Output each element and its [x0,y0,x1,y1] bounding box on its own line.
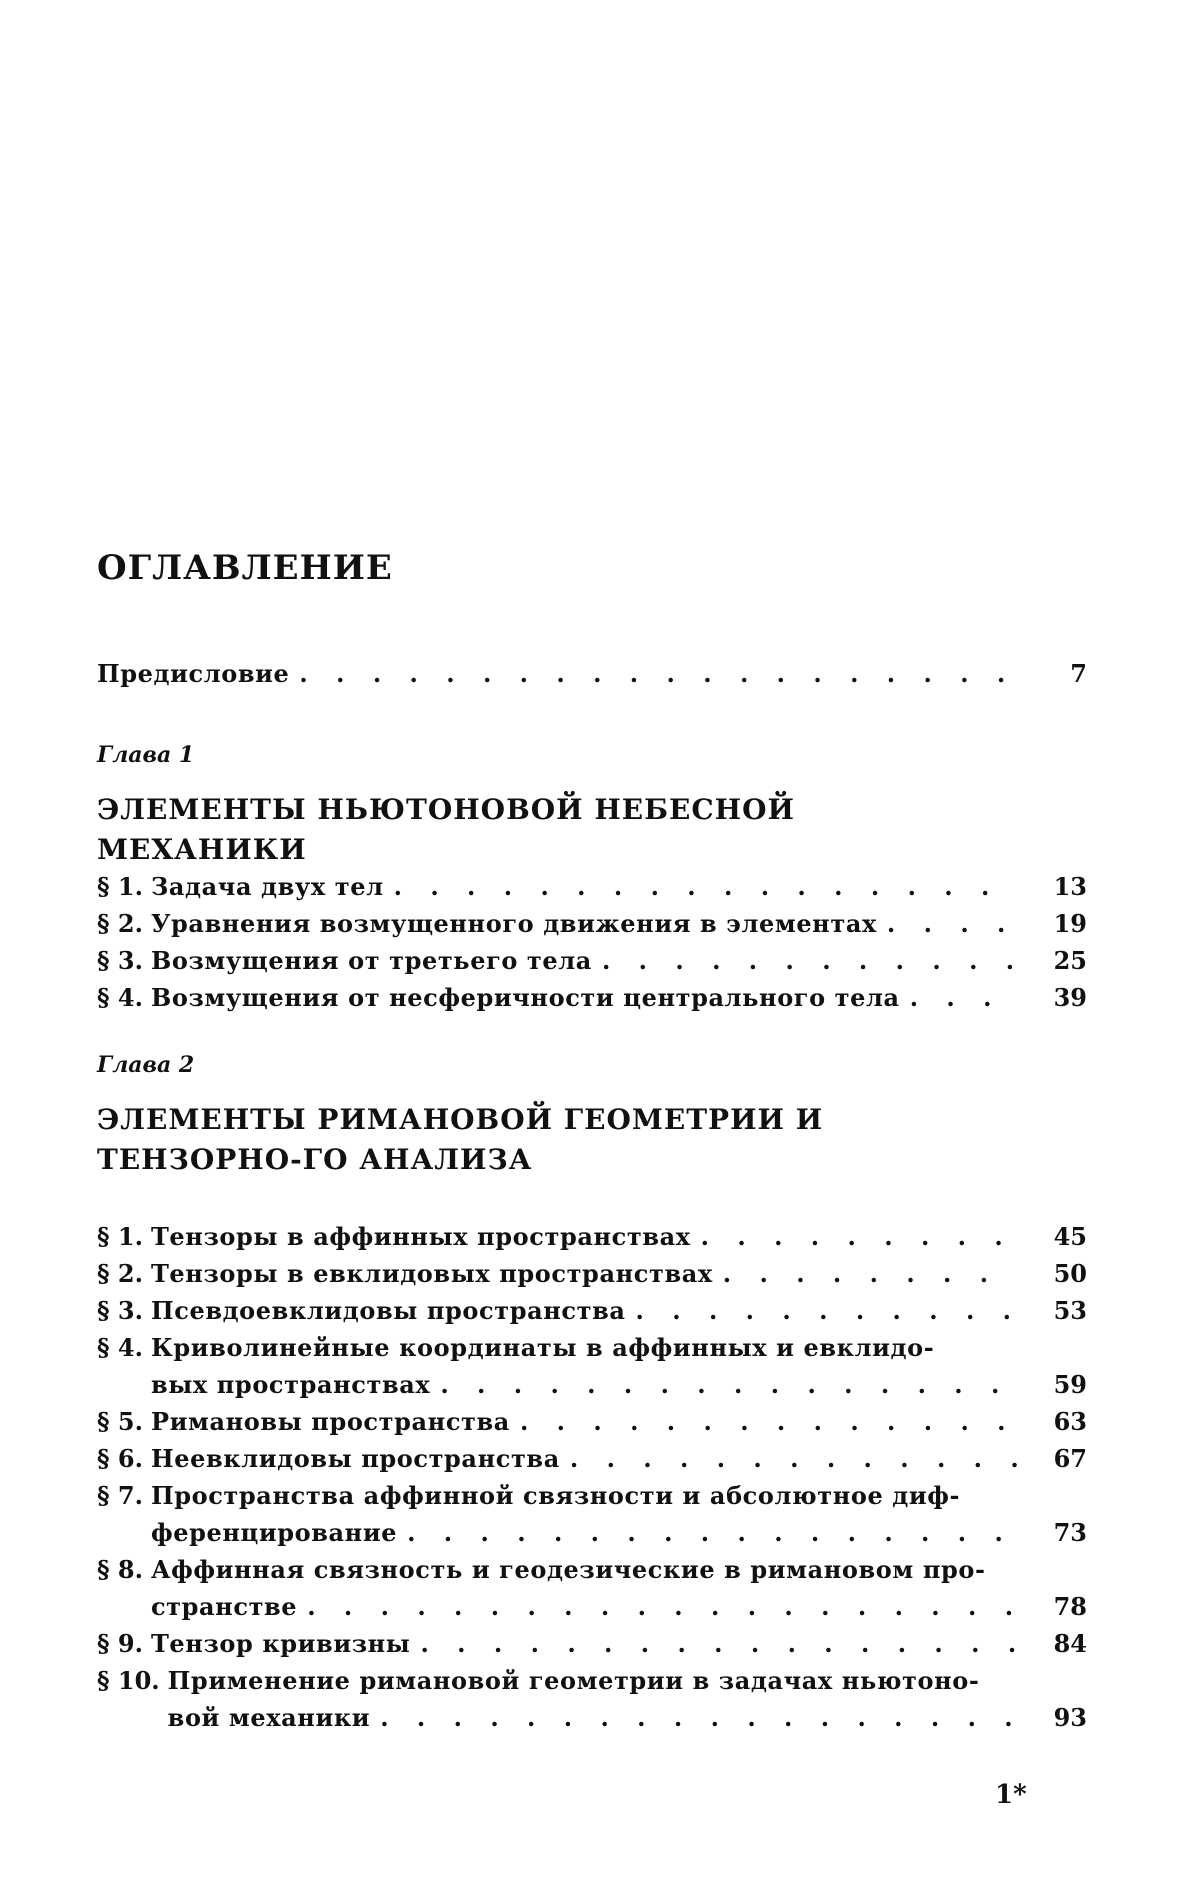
dot-leader [560,1440,1017,1477]
entry-page-number: 93 [1053,1703,1087,1732]
toc-title: ОГЛАВЛЕНИЕ [97,548,393,588]
entry-number: § 3. [97,1296,143,1325]
entry-page-number: 25 [1053,946,1087,975]
entry-title: Возмущения от несферичности центрального тела [150,983,900,1012]
entry-title: Тензоры в аффинных пространствах [150,1222,691,1251]
entry-title: Задача двух тел [150,872,384,901]
toc-entry-2-2[interactable] [97,1255,1087,1292]
entry-page-number: 78 [1053,1592,1087,1621]
entry-title: Аффинная связность и геодезические в римановом про- [150,1555,986,1584]
entry-page-number: 7 [1070,659,1087,688]
toc-entry-preface[interactable] [97,655,1087,692]
entry-title: Римановы пространства [150,1407,510,1436]
toc-entry-2-8[interactable] [97,1551,1087,1625]
toc-entry-1-3[interactable] [97,942,1087,979]
dot-leader [370,1699,1017,1736]
entry-title: Предисловие [97,659,290,688]
dot-leader [384,868,1017,905]
entry-number: § 1. [97,1222,143,1251]
entry-title-continuation: странстве [150,1592,298,1621]
entry-number: § 4. [97,1333,143,1362]
toc-entry-2-7[interactable] [97,1477,1087,1551]
entry-page-number: 67 [1053,1444,1087,1473]
dot-leader [691,1218,1017,1255]
chapter-2-label: Глава 2 [97,1052,195,1078]
entry-page-number: 19 [1053,909,1087,938]
toc-entry-2-4[interactable] [97,1329,1087,1403]
entry-title: Тензоры в евклидовых пространствах [150,1259,713,1288]
dot-leader [430,1366,1017,1403]
chapter-2-title: ЭЛЕМЕНТЫ РИМАНОВОЙ ГЕОМЕТРИИ И ТЕНЗОРНО-ГО АНАЛИЗА [97,1103,824,1176]
entry-page-number: 50 [1053,1259,1087,1288]
entry-page-number: 53 [1053,1296,1087,1325]
entry-number: § 5. [97,1407,143,1436]
toc-entry-1-2[interactable] [97,905,1087,942]
toc-entry-2-5[interactable] [97,1403,1087,1440]
signature-mark: 1* [995,1780,1027,1810]
dot-leader [510,1403,1017,1440]
entry-title: Неевклидовы пространства [150,1444,560,1473]
chapter-1-title: ЭЛЕМЕНТЫ НЬЮТОНОВОЙ НЕБЕСНОЙ МЕХАНИКИ [97,793,795,866]
dot-leader [626,1292,1017,1329]
entry-number: § 1. [97,872,143,901]
dot-leader [592,942,1017,979]
toc-entry-2-10[interactable] [97,1662,1087,1736]
entry-title-continuation: ференцирование [150,1518,398,1547]
entry-title-continuation: вой механики [167,1703,371,1732]
entry-page-number: 63 [1053,1407,1087,1436]
entry-title-continuation: вых пространствах [150,1370,431,1399]
dot-leader [397,1514,1017,1551]
entry-number: § 2. [97,1259,143,1288]
dot-leader [900,979,1017,1016]
toc-entry-1-4[interactable] [97,979,1087,1016]
entry-number: § 7. [97,1481,143,1510]
entry-number: § 8. [97,1555,143,1584]
entry-title: Криволинейные координаты в аффинных и евклидо- [150,1333,935,1362]
preface-list [97,655,1087,692]
entry-title: Пространства аффинной связности и абсолютное диф- [150,1481,961,1510]
dot-leader [877,905,1017,942]
toc-entry-2-3[interactable] [97,1292,1087,1329]
entry-title: Псевдоевклидовы пространства [150,1296,626,1325]
dot-leader [297,1588,1017,1625]
chapter-1-entries [97,868,1087,1016]
entry-page-number: 13 [1053,872,1087,901]
chapter-2-entries [97,1218,1087,1736]
entry-number: § 6. [97,1444,143,1473]
entry-page-number: 39 [1053,983,1087,1012]
entry-page-number: 45 [1053,1222,1087,1251]
dot-leader [289,655,1017,692]
dot-leader [410,1625,1017,1662]
entry-number: § 4. [97,983,143,1012]
entry-title: Тензор кривизны [150,1629,411,1658]
entry-page-number: 59 [1053,1370,1087,1399]
entry-page-number: 84 [1053,1629,1087,1658]
entry-number: § 2. [97,909,143,938]
chapter-1-label: Глава 1 [97,742,195,768]
entry-page-number: 73 [1053,1518,1087,1547]
entry-title: Применение римановой геометрии в задачах ньютоно- [167,1666,980,1695]
entry-number: § 3. [97,946,143,975]
toc-entry-2-1[interactable] [97,1218,1087,1255]
entry-title: Уравнения возмущенного движения в элементах [150,909,877,938]
toc-entry-1-1[interactable] [97,868,1087,905]
dot-leader [713,1255,1017,1292]
entry-number: § 9. [97,1629,143,1658]
toc-entry-2-6[interactable] [97,1440,1087,1477]
entry-title: Возмущения от третьего тела [150,946,592,975]
toc-entry-2-9[interactable] [97,1625,1087,1662]
entry-number: § 10. [97,1666,160,1695]
